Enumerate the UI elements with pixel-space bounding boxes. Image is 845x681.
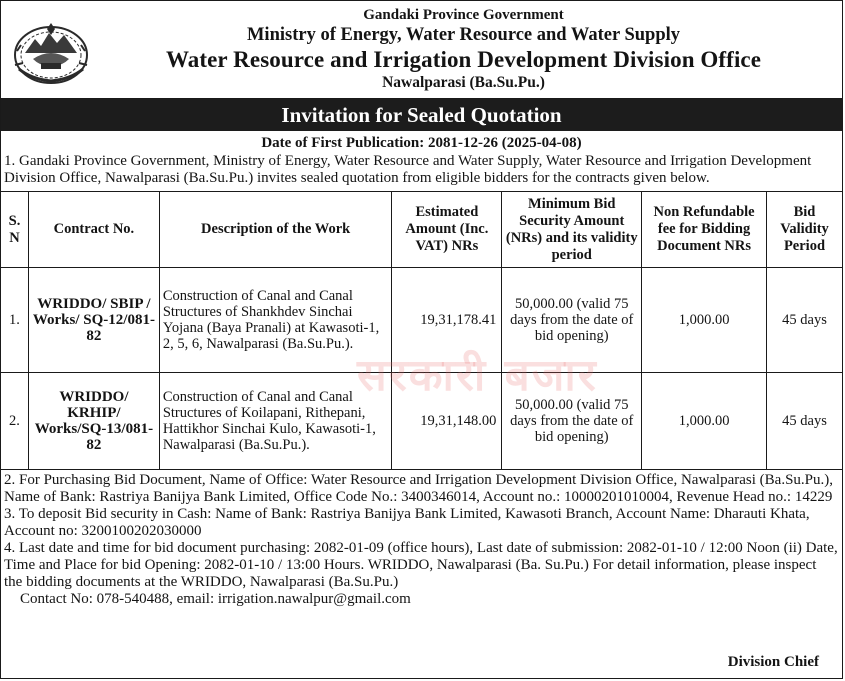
contracts-table bbox=[0, 191, 843, 470]
row-document-fee: 1,000.00 bbox=[642, 373, 767, 470]
row-document-fee: 1,000.00 bbox=[642, 268, 767, 373]
row-estimated-amount: 19,31,148.00 bbox=[392, 373, 502, 470]
row-description: Construction of Canal and Canal Structures of Shankhdev Sinchai Yojana (Baya Pranali) at Kawasoti-1, 2, 5, 6, Nawalparasi (Ba.Su.Pu.). bbox=[159, 268, 392, 373]
column-header-document-fee: Non Refundable fee for Bidding Document NRs bbox=[642, 192, 767, 268]
ministry-name: Ministry of Energy, Water Resource and Water Supply bbox=[246, 25, 681, 45]
row-sn: 2. bbox=[1, 373, 29, 470]
nepal-government-emblem-icon bbox=[11, 19, 91, 87]
row-bid-validity: 45 days bbox=[767, 373, 843, 470]
notice-header bbox=[1, 1, 842, 99]
column-header-bid-security: Minimum Bid Security Amount (NRs) and its validity period bbox=[502, 192, 642, 268]
row-estimated-amount: 19,31,178.41 bbox=[392, 268, 502, 373]
publication-date: Date of First Publication: 2081-12-26 (2025-04-08) bbox=[261, 135, 582, 151]
row-bid-security: 50,000.00 (valid 75 days from the date of bid opening) bbox=[502, 268, 642, 373]
column-header-description: Description of the Work bbox=[159, 192, 392, 268]
bid-security-info: 3. To deposit Bid security in Cash: Name of Bank: Rastriya Banijya Bank Limited, Kawasoti Branch, Account Name: Dharauti Khata, Account no: 3200100202030000 bbox=[4, 506, 810, 539]
government-name: Gandaki Province Government bbox=[363, 7, 564, 23]
contact-info: Contact No: 078-540488, email: irrigation.nawalpur@gmail.com bbox=[20, 591, 411, 607]
signature: Division Chief bbox=[727, 654, 819, 670]
purchase-info: 2. For Purchasing Bid Document, Name of Office: Water Resource and Irrigation Development Division Office, Nawalparasi (Ba.Su.Pu.), Name of Bank: Rastriya Banijya Bank Limited, Office Code No.: 3400346014, Account no.: 10000201010004, Revenue Head no.: 14229 bbox=[4, 472, 834, 505]
header-text bbox=[91, 7, 836, 92]
watermark: सरकारी बजार bbox=[357, 350, 598, 401]
row-description: Construction of Canal and Canal Structures of Koilapani, Rithepani, Hattikhor Sinchai Kulo, Kawasoti-1, Nawalparasi (Ba.Su.Pu.). bbox=[159, 373, 392, 470]
column-header-contract-no: Contract No. bbox=[28, 192, 159, 268]
intro-paragraph: 1. Gandaki Province Government, Ministry of Energy, Water Resource and Water Supply, Water Resource and Irrigation Development Division Office, Nawalparasi (Ba.Su.Pu.) invites sealed quotation from eligible bidders for the contracts given below. bbox=[4, 153, 812, 186]
row-sn: 1. bbox=[1, 268, 29, 373]
notice-title: Invitation for Sealed Quotation bbox=[1, 99, 842, 131]
office-location: Nawalparasi (Ba.Su.Pu.) bbox=[382, 74, 545, 91]
column-header-bid-validity: Bid Validity Period bbox=[767, 192, 843, 268]
column-header-estimated-amount: Estimated Amount (Inc. VAT) NRs bbox=[392, 192, 502, 268]
notice-footer bbox=[1, 472, 842, 608]
row-contract-no: WRIDDO/ KRHIP/ Works/SQ-13/081-82 bbox=[28, 373, 159, 470]
column-header-sn: S. N bbox=[1, 192, 29, 268]
dates-info: 4. Last date and time for bid document purchasing: 2082-01-09 (office hours), Last date of submission: 2082-01-10 / 12:00 Noon (ii) Date, Time and Place for bid Opening: 2082-01-10 / 13:00 Hours. WRIDDO, Nawalparasi (Ba. Su.Pu.) For detail information, please inspect the bidding documents at the WRIDDO, Nawalparasi (Ba.Su.Pu.) bbox=[4, 540, 838, 590]
office-name: Water Resource and Irrigation Development Division Office bbox=[165, 47, 762, 72]
row-bid-validity: 45 days bbox=[767, 268, 843, 373]
table-header-row bbox=[1, 192, 843, 268]
row-contract-no: WRIDDO/ SBIP / Works/ SQ-12/081-82 bbox=[28, 268, 159, 373]
row-bid-security: 50,000.00 (valid 75 days from the date of bid opening) bbox=[502, 373, 642, 470]
